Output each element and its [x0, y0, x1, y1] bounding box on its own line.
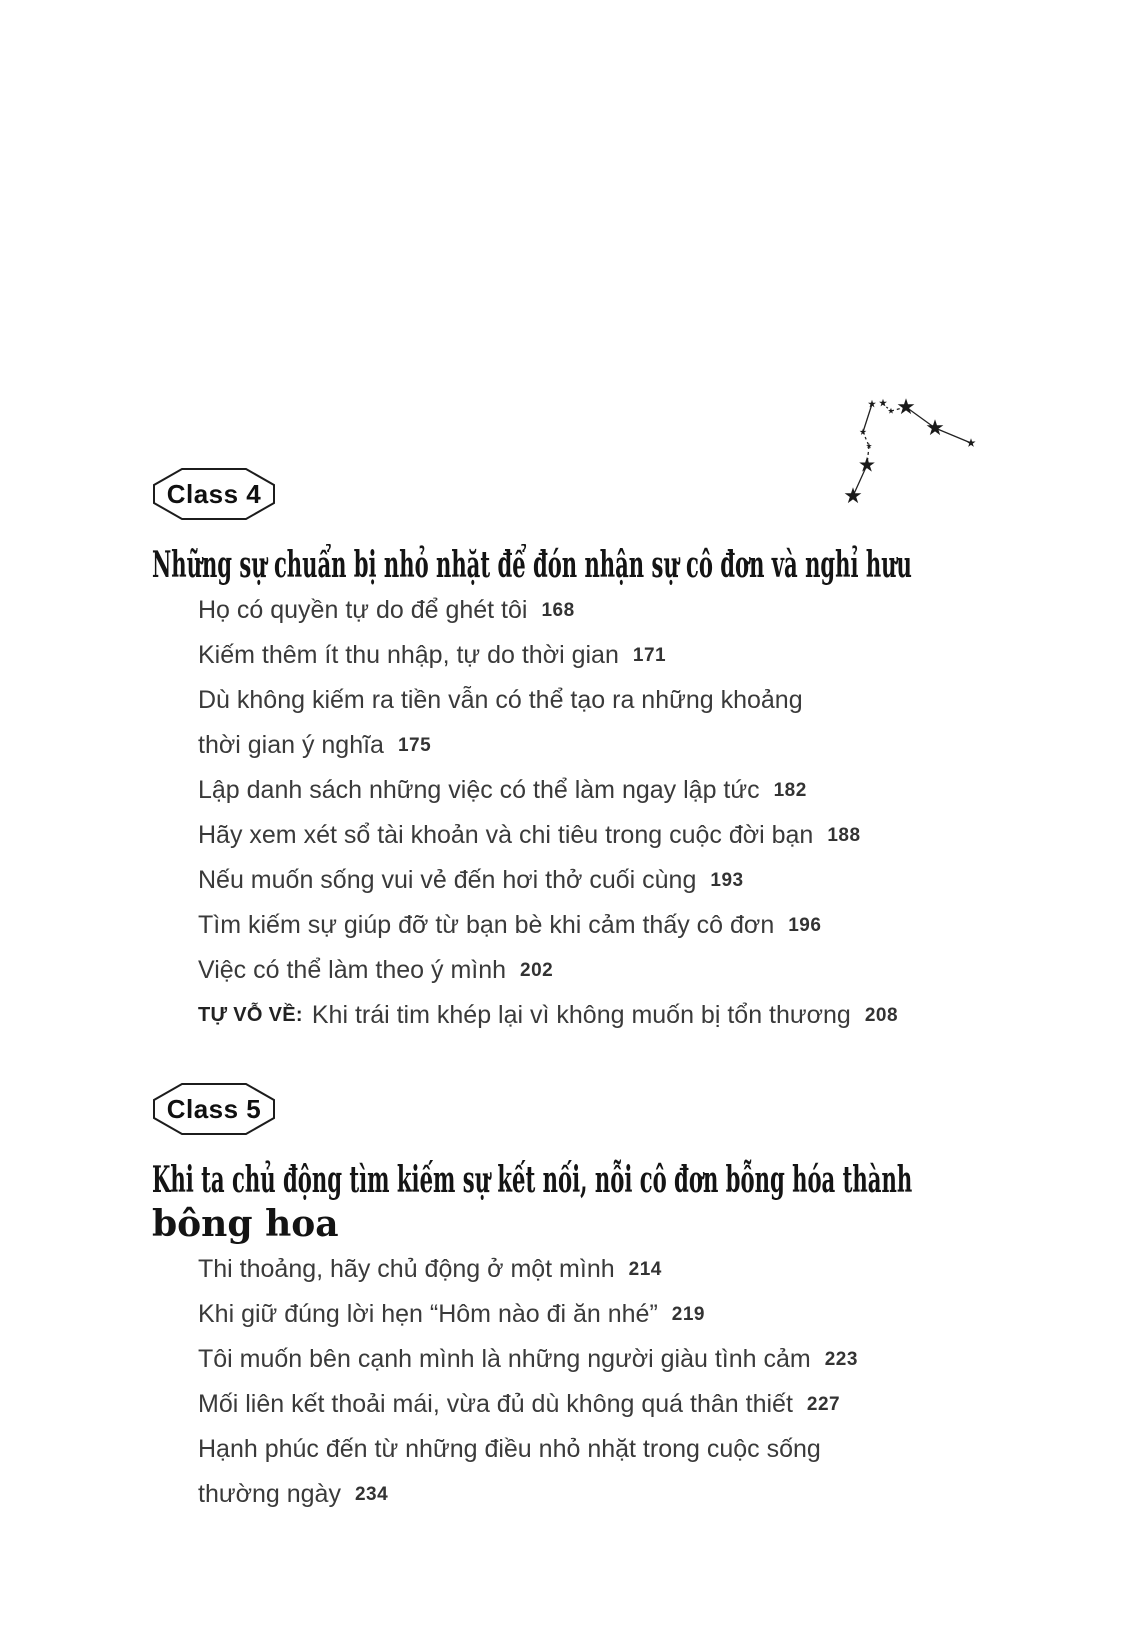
toc-item-text: Họ có quyền tự do để ghét tôi [198, 596, 528, 624]
toc-content [152, 467, 1032, 1517]
toc-item-text: Tìm kiếm sự giúp đỡ từ bạn bè khi cảm thấy cô đơn [198, 911, 775, 939]
toc-item-text: Thi thoảng, hãy chủ động ở một mình [198, 1255, 615, 1283]
toc-item [152, 903, 1032, 948]
class-4-badge [152, 467, 276, 521]
toc-item-page: 193 [710, 869, 744, 891]
toc-item-page: 214 [628, 1258, 662, 1280]
section-title-line: bông hoa [152, 1203, 339, 1245]
class-badge-label: Class 5 [166, 1093, 262, 1124]
toc-item-text: Việc có thể làm theo ý mình [198, 956, 507, 984]
toc-item [152, 813, 1032, 858]
toc-item-page: 208 [864, 1004, 899, 1026]
toc-item-text: thời gian ý nghĩa [198, 731, 384, 759]
toc-item-text: Hãy xem xét sổ tài khoản và chi tiêu trong cuộc đời bạn [198, 821, 814, 849]
toc-item [152, 948, 1032, 993]
toc-item-page: 202 [520, 959, 554, 981]
toc-item-page: 182 [773, 779, 807, 801]
section-title [152, 1158, 1032, 1246]
toc-rows [152, 1247, 1032, 1517]
toc-rows [152, 588, 1032, 1038]
toc-item [152, 1427, 1032, 1472]
toc-item-page: 234 [354, 1483, 389, 1505]
toc-item-text: Khi trái tim khép lại vì không muốn bị tổn thương [311, 1001, 851, 1029]
toc-item [152, 1247, 1032, 1292]
toc-item-text: Khi giữ đúng lời hẹn “Hôm nào đi ăn nhé” [198, 1300, 658, 1328]
toc-item-text: Kiếm thêm ít thu nhập, tự do thời gian [198, 641, 619, 669]
toc-item-page: 219 [671, 1303, 705, 1325]
toc-item [152, 1292, 1032, 1337]
toc-item-text: Tôi muốn bên cạnh mình là những người giàu tình cảm [198, 1345, 811, 1373]
toc-item-page: 175 [397, 734, 432, 756]
toc-item-page: 196 [788, 914, 822, 936]
toc-item [152, 768, 1032, 813]
toc-item [152, 1337, 1032, 1382]
toc-item [152, 678, 1032, 723]
toc-item-page: 227 [806, 1393, 841, 1415]
toc-section-class-5 [152, 1082, 1032, 1517]
toc-item-page: 188 [827, 824, 861, 846]
section-title-line: Khi ta chủ động tìm kiếm sự kết nối, nỗi cô đơn bỗng hóa thành [152, 1159, 913, 1201]
toc-item-text: Mối liên kết thoải mái, vừa đủ dù không quá thân thiết [198, 1390, 793, 1418]
toc-item [152, 993, 1032, 1038]
toc-item [152, 633, 1032, 678]
toc-item-text: Dù không kiếm ra tiền vẫn có thể tạo ra những khoảng [198, 686, 803, 714]
toc-item-text: Lập danh sách những việc có thể làm ngay lập tức [198, 776, 760, 804]
toc-item [152, 723, 1032, 768]
toc-item [152, 1472, 1032, 1517]
section-title [152, 543, 1032, 587]
class-5-badge [152, 1082, 276, 1136]
toc-item [152, 858, 1032, 903]
toc-item-text: Hạnh phúc đến từ những điều nhỏ nhặt trong cuộc sống [198, 1435, 821, 1463]
toc-item-page: 171 [632, 644, 667, 666]
class-badge-label: Class 4 [166, 478, 262, 509]
toc-item-text: thường ngày [198, 1480, 341, 1508]
toc-item-page: 168 [541, 599, 575, 621]
toc-item-prefix: TỰ VỖ VỀ: [198, 1004, 303, 1026]
section-title-line: Những sự chuẩn bị nhỏ nhặt để đón nhận sự cô đơn và nghỉ hưu [152, 544, 912, 586]
toc-item-page: 223 [824, 1348, 858, 1370]
toc-item-text: Nếu muốn sống vui vẻ đến hơi thở cuối cùng [198, 866, 697, 894]
toc-section-class-4 [152, 467, 1032, 1038]
toc-item [152, 588, 1032, 633]
toc-item [152, 1382, 1032, 1427]
